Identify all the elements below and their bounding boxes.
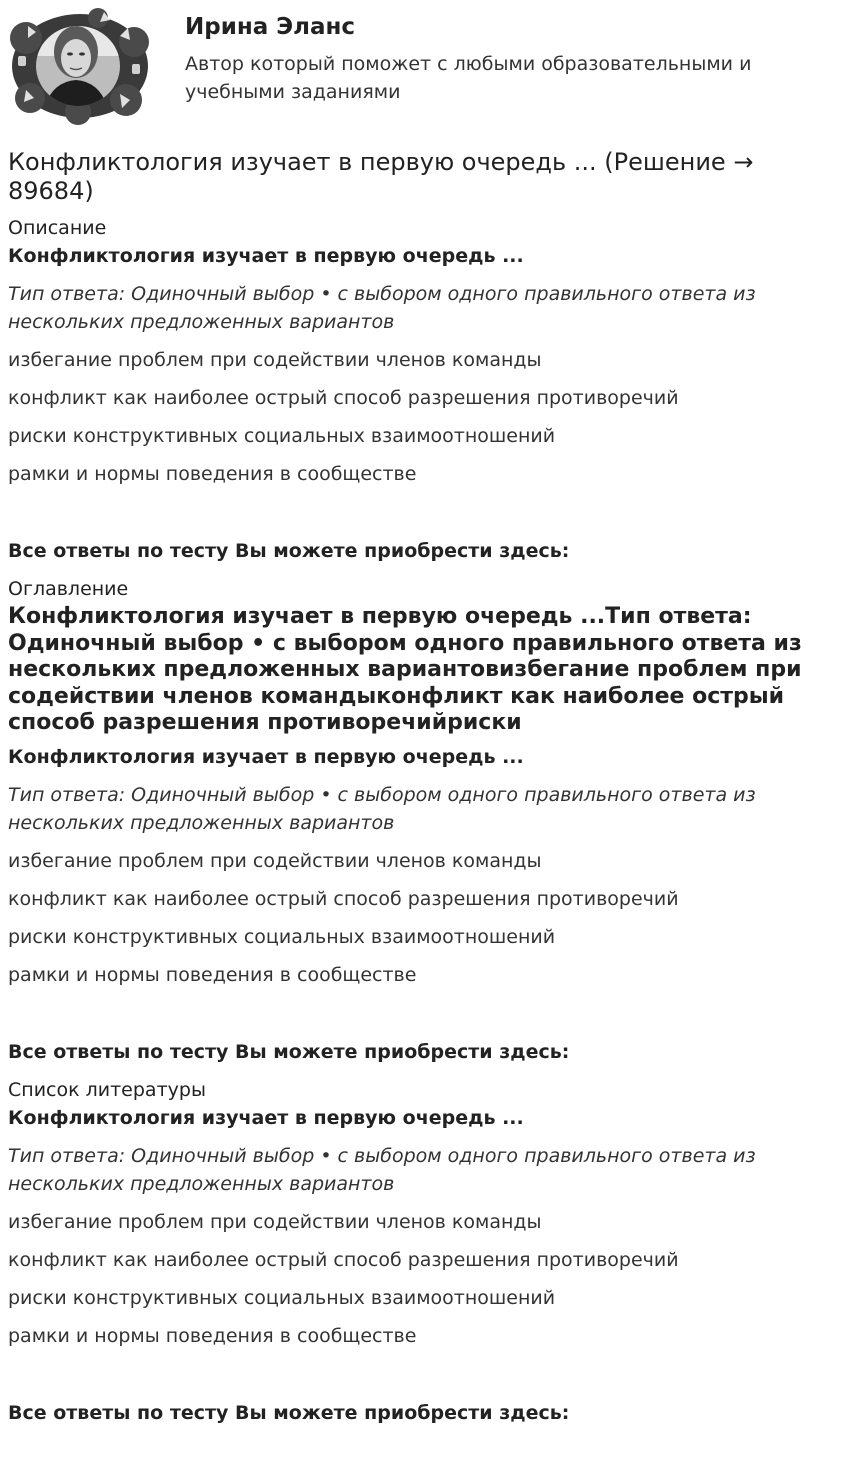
question-text: Конфликтология изучает в первую очередь ... xyxy=(8,245,524,267)
answer-option: избегание проблем при содействии членов команды xyxy=(8,849,542,872)
page-title: Конфликтология изучает в первую очередь ... (Решение → 89684) xyxy=(8,148,754,205)
toc-section xyxy=(8,577,833,1066)
section-label-description: Описание xyxy=(8,217,107,239)
answer-type: Тип ответа: Одиночный выбор • с выбором одного правильного ответа из нескольких предложенных вариантов xyxy=(8,1144,756,1195)
buy-answers-text: Все ответы по тесту Вы можете приобрести здесь: xyxy=(8,540,570,562)
answer-option: конфликт как наиболее острый способ разрешения противоречий xyxy=(8,387,679,409)
literature-section xyxy=(8,1078,833,1427)
answer-option: риски конструктивных социальных взаимоотношений xyxy=(8,425,556,447)
avatar-frame-icon xyxy=(8,8,150,126)
answer-option: конфликт как наиболее острый способ разрешения противоречий xyxy=(8,1248,679,1271)
section-label-toc: Оглавление xyxy=(8,578,129,600)
question-text: Конфликтология изучает в первую очередь ... xyxy=(8,745,524,768)
main-content xyxy=(8,148,833,1427)
author-description: Автор который поможет с любыми образовательными и учебными заданиями xyxy=(185,53,752,103)
author-name[interactable]: Ирина Эланс xyxy=(185,14,356,40)
answer-option: рамки и нормы поведения в сообществе xyxy=(8,1324,417,1347)
answer-option: конфликт как наиболее острый способ разрешения противоречий xyxy=(8,887,679,910)
buy-answers-text: Все ответы по тесту Вы можете приобрести здесь: xyxy=(8,1040,570,1063)
author-avatar[interactable] xyxy=(8,8,150,126)
question-text: Конфликтология изучает в первую очередь ... xyxy=(8,1106,524,1129)
author-card xyxy=(8,8,838,128)
answer-option: риски конструктивных социальных взаимоотношений xyxy=(8,925,556,948)
answer-type: Тип ответа: Одиночный выбор • с выбором одного правильного ответа из нескольких предложенных вариантов xyxy=(8,783,756,834)
answer-type: Тип ответа: Одиночный выбор • с выбором одного правильного ответа из нескольких предложенных вариантов xyxy=(8,283,756,333)
answer-option: избегание проблем при содействии членов команды xyxy=(8,1210,542,1233)
answer-option: рамки и нормы поведения в сообществе xyxy=(8,963,417,986)
toc-heading: Конфликтология изучает в первую очередь ...Тип ответа: Одиночный выбор • с выбором одного правильного ответа из нескольких предложенных вариантовизбегание проблем при содействии членов командыконфликт как наиболее острый способ разрешения противоречийриски xyxy=(8,604,802,735)
answer-option: риски конструктивных социальных взаимоотношений xyxy=(8,1286,556,1309)
answer-option: избегание проблем при содействии членов команды xyxy=(8,349,542,371)
answer-option: рамки и нормы поведения в сообществе xyxy=(8,463,417,485)
description-section xyxy=(8,216,833,565)
buy-answers-text: Все ответы по тесту Вы можете приобрести здесь: xyxy=(8,1401,570,1424)
section-label-literature: Список литературы xyxy=(8,1078,206,1101)
